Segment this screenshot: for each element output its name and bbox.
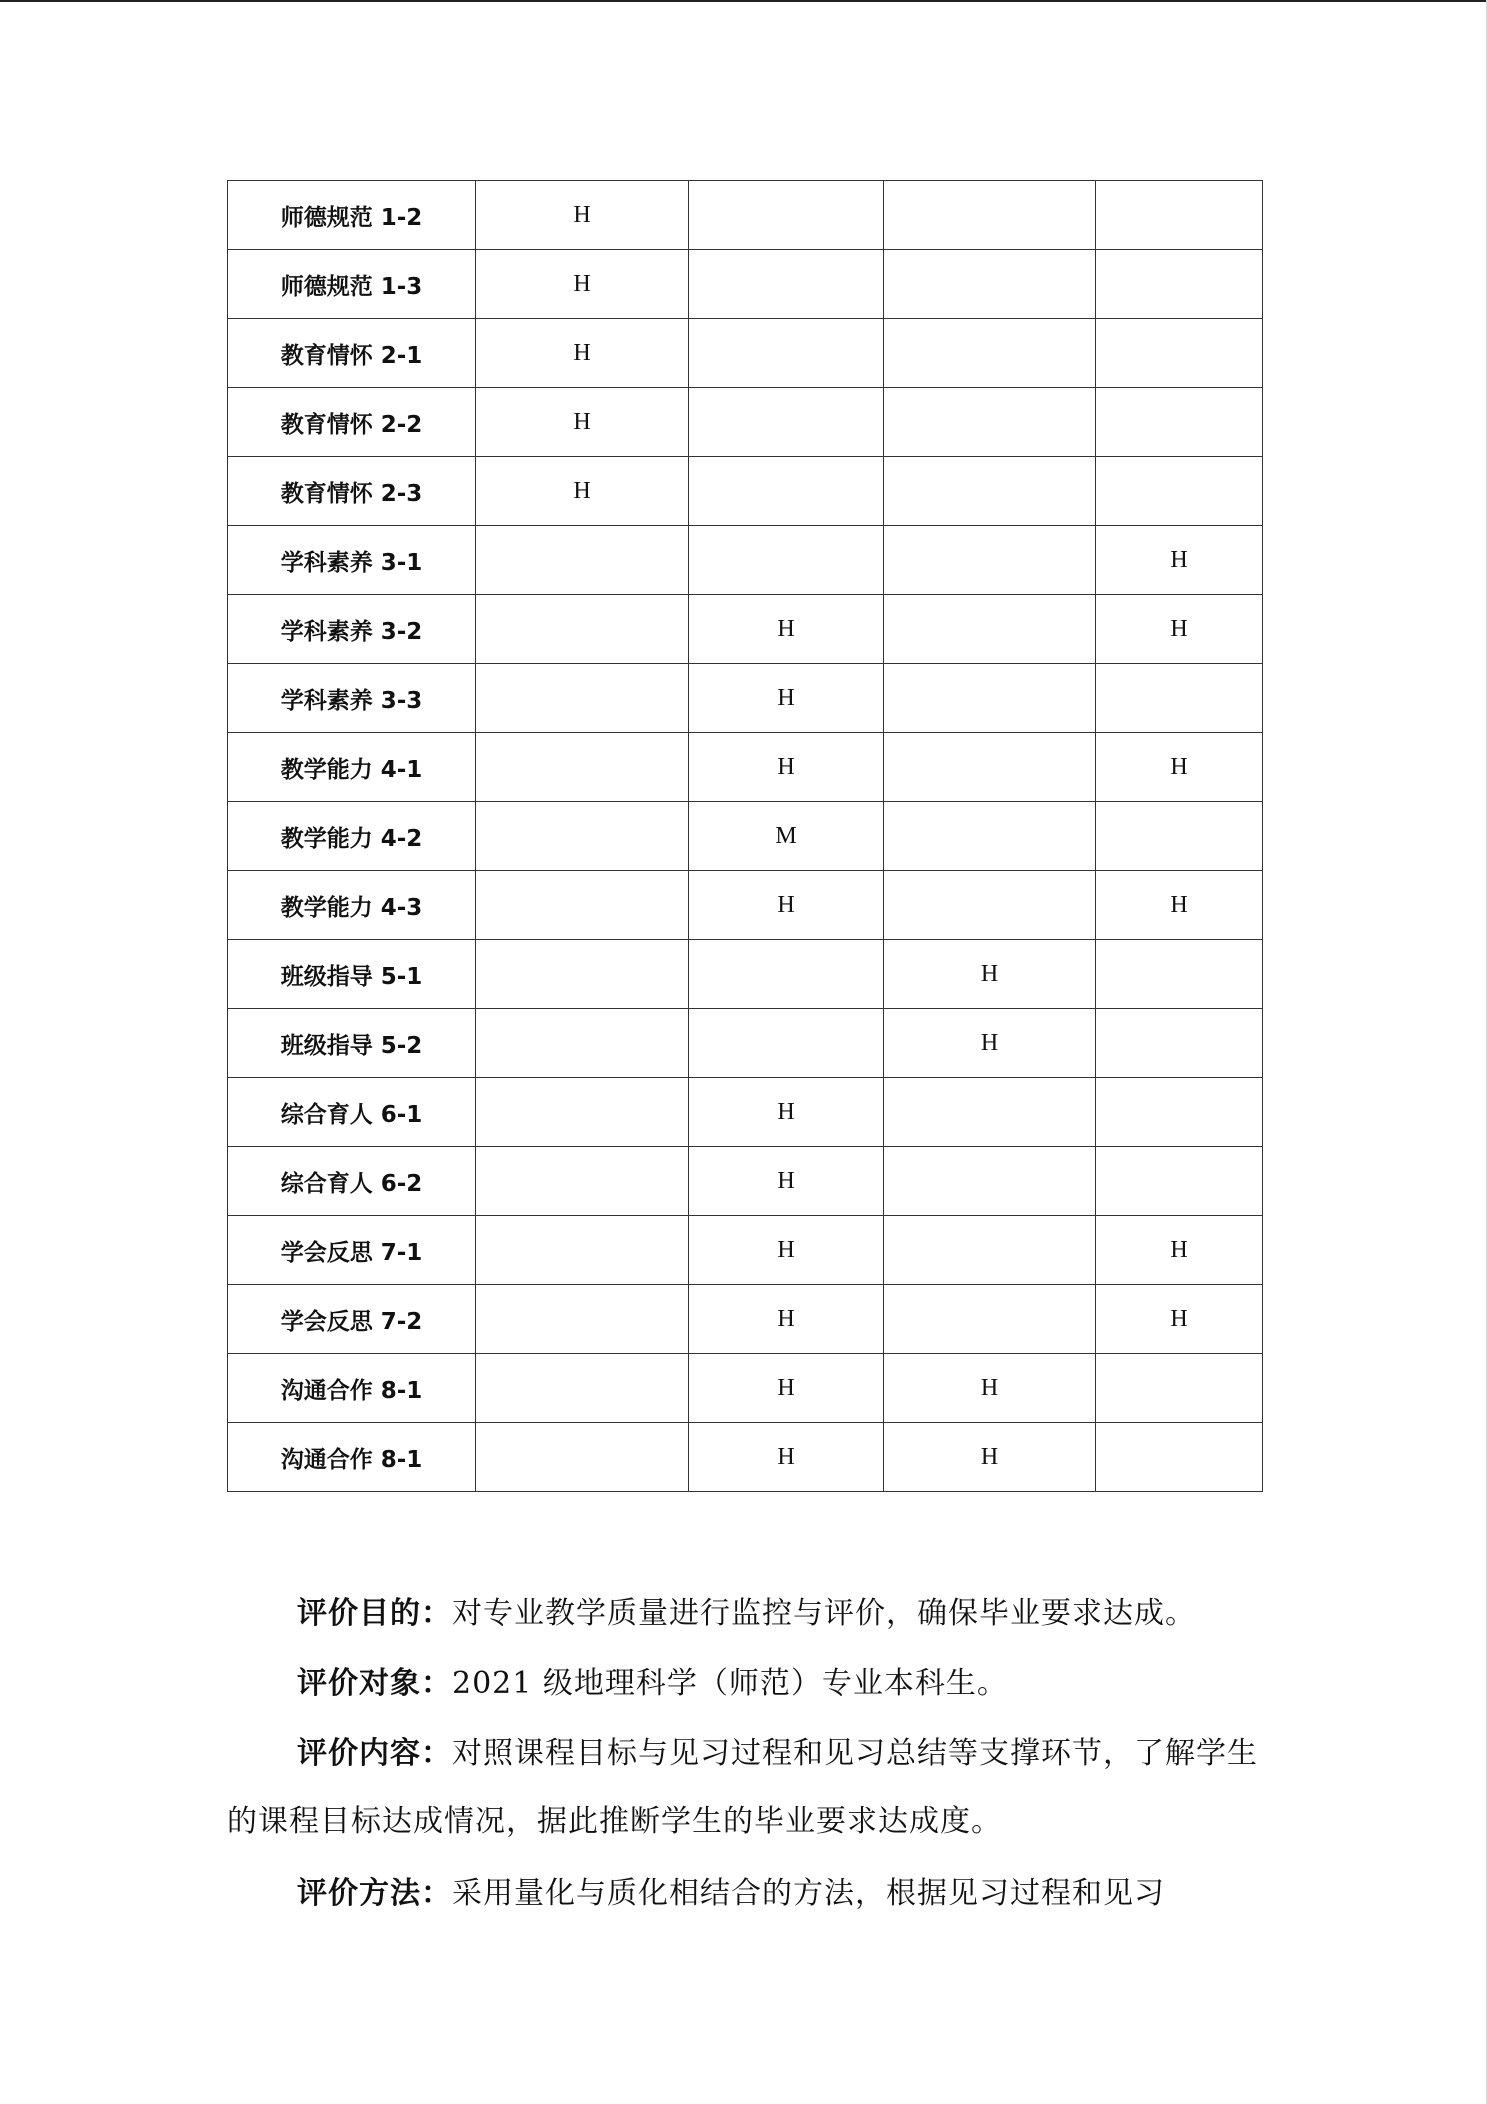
- support-level-cell: [476, 1423, 689, 1492]
- table-row: [228, 733, 1263, 802]
- table-row: [228, 940, 1263, 1009]
- table-row: [228, 1216, 1263, 1285]
- support-level-cell: [689, 1009, 884, 1078]
- support-level-cell: H: [476, 181, 689, 250]
- table-row: [228, 1078, 1263, 1147]
- support-level-cell: H: [689, 1216, 884, 1285]
- support-level-cell: H: [884, 1009, 1096, 1078]
- support-level-cell: H: [476, 250, 689, 319]
- support-level-cell: [1096, 319, 1263, 388]
- table-row: [228, 1009, 1263, 1078]
- requirement-support-matrix: [227, 180, 1263, 1492]
- support-level-cell: [884, 1147, 1096, 1216]
- support-level-cell: [689, 181, 884, 250]
- support-level-cell: [1096, 664, 1263, 733]
- support-level-cell: [476, 526, 689, 595]
- support-level-cell: [689, 250, 884, 319]
- evaluation-content: [227, 1720, 1267, 1856]
- requirement-label: 学科素养 3-3: [228, 664, 476, 733]
- requirement-label: 综合育人 6-2: [228, 1147, 476, 1216]
- requirement-label: 学会反思 7-1: [228, 1216, 476, 1285]
- table-row: [228, 250, 1263, 319]
- evaluation-target: [227, 1650, 1267, 1718]
- support-level-cell: [884, 526, 1096, 595]
- requirement-label: 师德规范 1-2: [228, 181, 476, 250]
- table-row: [228, 595, 1263, 664]
- support-level-cell: H: [1096, 595, 1263, 664]
- evaluation-method: [227, 1860, 1267, 1928]
- table-row: [228, 526, 1263, 595]
- support-level-cell: [884, 457, 1096, 526]
- requirement-label: 综合育人 6-1: [228, 1078, 476, 1147]
- support-level-cell: [884, 595, 1096, 664]
- support-level-cell: H: [689, 664, 884, 733]
- support-level-cell: [476, 1216, 689, 1285]
- table-row: [228, 1147, 1263, 1216]
- evaluation-method-lead: 评价方法：: [297, 1876, 452, 1911]
- evaluation-content-text: 对照课程目标与见习过程和见习总结等支撑环节，了解学生的课程目标达成情况，据此推断学生的毕业要求达成度。: [227, 1736, 1258, 1839]
- evaluation-method-text: 采用量化与质化相结合的方法，根据见习过程和见习: [452, 1876, 1165, 1911]
- support-level-cell: [689, 526, 884, 595]
- support-level-cell: [1096, 388, 1263, 457]
- support-level-cell: [476, 1285, 689, 1354]
- table-row: [228, 181, 1263, 250]
- support-level-cell: [1096, 1354, 1263, 1423]
- evaluation-target-text: 2021 级地理科学（师范）专业本科生。: [452, 1666, 1008, 1701]
- support-level-cell: [884, 1285, 1096, 1354]
- requirement-label: 教育情怀 2-1: [228, 319, 476, 388]
- support-level-cell: H: [476, 388, 689, 457]
- support-level-cell: H: [689, 595, 884, 664]
- table-row: [228, 664, 1263, 733]
- support-level-cell: [1096, 250, 1263, 319]
- support-level-cell: [1096, 1147, 1263, 1216]
- support-level-cell: [689, 940, 884, 1009]
- requirement-label: 师德规范 1-3: [228, 250, 476, 319]
- support-level-cell: [476, 664, 689, 733]
- support-level-cell: [884, 733, 1096, 802]
- requirement-label: 教学能力 4-3: [228, 871, 476, 940]
- support-level-cell: [884, 871, 1096, 940]
- requirement-label: 教学能力 4-1: [228, 733, 476, 802]
- support-level-cell: H: [884, 1354, 1096, 1423]
- support-level-cell: [884, 1078, 1096, 1147]
- support-level-cell: H: [689, 871, 884, 940]
- support-level-cell: [1096, 181, 1263, 250]
- support-level-cell: H: [884, 940, 1096, 1009]
- support-level-cell: [476, 1147, 689, 1216]
- table-row: [228, 1354, 1263, 1423]
- requirement-label: 教育情怀 2-3: [228, 457, 476, 526]
- requirement-label: 教学能力 4-2: [228, 802, 476, 871]
- support-level-cell: H: [1096, 733, 1263, 802]
- support-level-cell: [476, 733, 689, 802]
- support-level-cell: [476, 1354, 689, 1423]
- support-level-cell: [689, 388, 884, 457]
- evaluation-purpose-lead: 评价目的：: [297, 1596, 452, 1631]
- support-level-cell: H: [1096, 871, 1263, 940]
- support-level-cell: [884, 319, 1096, 388]
- table-row: [228, 319, 1263, 388]
- evaluation-content-lead: 评价内容：: [297, 1736, 452, 1771]
- page-top-border: [0, 0, 1488, 2]
- support-level-cell: [476, 940, 689, 1009]
- support-level-cell: [476, 1078, 689, 1147]
- support-level-cell: [884, 802, 1096, 871]
- support-level-cell: [476, 871, 689, 940]
- support-level-cell: H: [476, 457, 689, 526]
- support-level-cell: [689, 457, 884, 526]
- requirement-label: 班级指导 5-2: [228, 1009, 476, 1078]
- support-level-cell: [476, 1009, 689, 1078]
- support-level-cell: H: [476, 319, 689, 388]
- table-row: [228, 871, 1263, 940]
- table-row: [228, 1285, 1263, 1354]
- support-level-cell: [1096, 940, 1263, 1009]
- evaluation-target-lead: 评价对象：: [297, 1666, 452, 1701]
- support-level-cell: [1096, 1423, 1263, 1492]
- requirement-label: 沟通合作 8-1: [228, 1354, 476, 1423]
- evaluation-purpose: [227, 1580, 1267, 1648]
- requirement-label: 学科素养 3-1: [228, 526, 476, 595]
- support-level-cell: [1096, 1078, 1263, 1147]
- support-level-cell: [884, 1216, 1096, 1285]
- table-row: [228, 457, 1263, 526]
- support-level-cell: [884, 388, 1096, 457]
- support-level-cell: H: [884, 1423, 1096, 1492]
- support-level-cell: H: [689, 1147, 884, 1216]
- evaluation-purpose-text: 对专业教学质量进行监控与评价，确保毕业要求达成。: [452, 1596, 1196, 1631]
- support-level-cell: H: [1096, 1216, 1263, 1285]
- matrix-body: [228, 181, 1263, 1492]
- support-level-cell: [476, 802, 689, 871]
- support-level-cell: [884, 250, 1096, 319]
- support-level-cell: H: [689, 1285, 884, 1354]
- support-level-cell: H: [689, 1078, 884, 1147]
- support-level-cell: [1096, 802, 1263, 871]
- support-level-cell: [1096, 1009, 1263, 1078]
- support-level-cell: [1096, 457, 1263, 526]
- support-level-cell: H: [1096, 526, 1263, 595]
- requirement-label: 学会反思 7-2: [228, 1285, 476, 1354]
- support-level-cell: H: [1096, 1285, 1263, 1354]
- support-level-cell: [476, 595, 689, 664]
- requirement-label: 学科素养 3-2: [228, 595, 476, 664]
- support-level-cell: M: [689, 802, 884, 871]
- support-level-cell: H: [689, 733, 884, 802]
- support-level-cell: [884, 664, 1096, 733]
- requirement-label: 沟通合作 8-1: [228, 1423, 476, 1492]
- requirement-label: 班级指导 5-1: [228, 940, 476, 1009]
- table-row: [228, 802, 1263, 871]
- table-row: [228, 388, 1263, 457]
- support-level-cell: H: [689, 1423, 884, 1492]
- requirement-label: 教育情怀 2-2: [228, 388, 476, 457]
- support-level-cell: [884, 181, 1096, 250]
- support-level-cell: H: [689, 1354, 884, 1423]
- table-row: [228, 1423, 1263, 1492]
- support-level-cell: [689, 319, 884, 388]
